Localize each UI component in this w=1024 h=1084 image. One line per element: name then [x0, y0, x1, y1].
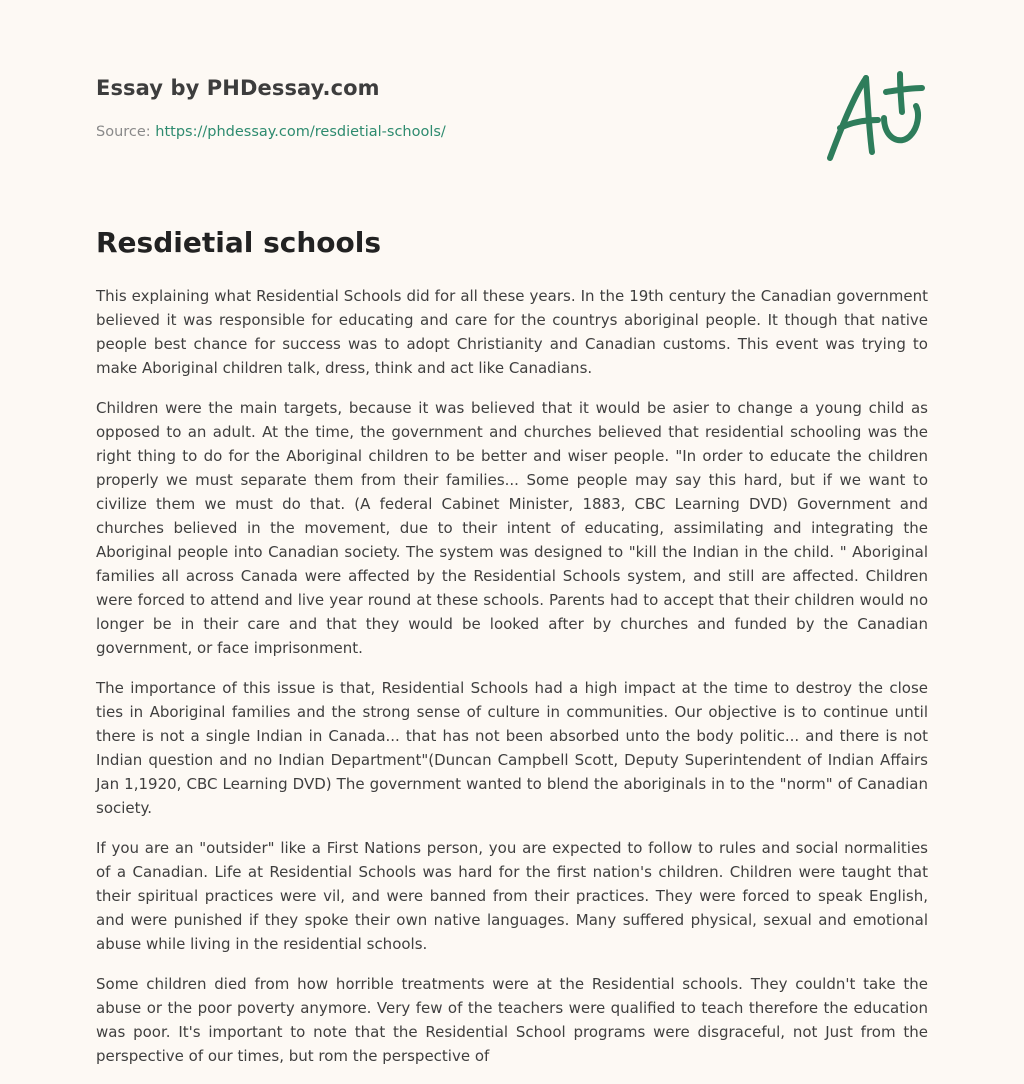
article-body [96, 284, 928, 1084]
article-paragraph: Children were the main targets, because it was believed that it would be asier to change a young child as opposed to an adult. At the time, the government and churches believed that residential schooling was the right thing to do for the Aboriginal children to be better and wiser people. "In order to educate the children properly we must separate them from their families... Some people may say this hard, but if we want to civilize them we must do that. (A federal Cabinet Minister, 1883, CBC Learning DVD) Government and churches believed in the movement, due to their intent of educating, assimilating and integrating the Aboriginal people into Canadian society. The system was designed to "kill the Indian in the child. " Aboriginal families all across Canada were affected by the Residential Schools system, and still are affected. Children were forced to attend and live year round at these schools. Parents had to accept that their children would no longer be in their care and that they would be looked after by churches and funded by the Canadian government, or face imprisonment. [96, 399, 928, 657]
source-link[interactable]: https://phdessay.com/resdietial-schools/ [155, 124, 446, 140]
source-label: Source: [96, 124, 151, 140]
article-title: Resdietial schools [96, 226, 382, 259]
article-paragraph: This explaining what Residential Schools did for all these years. In the 19th century the Canadian government believed it was responsible for educating and care for the countrys aboriginal people. It though that native people best chance for success was to adopt Christianity and Canadian customs. This event was trying to make Aboriginal children talk, dress, think and act like Canadians. [96, 287, 928, 377]
article-paragraph: If you are an "outsider" like a First Nations person, you are expected to follow to rules and social normalities of a Canadian. Life at Residential Schools was hard for the first nation's children. Children were taught that their spiritual practices were vil, and were banned from their practices. They were forced to speak English, and were punished if they spoke their own native languages. Many suffered physical, sexual and emotional abuse while living in the residential schools. [96, 839, 928, 953]
article-paragraph: The importance of this issue is that, Residential Schools had a high impact at the time to destroy the close ties in Aboriginal families and the strong sense of culture in communities. Our objective is to continue until there is not a single Indian in Canada... that has not been absorbed unto the body politic... and there is not Indian question and no Indian Department"(Duncan Campbell Scott, Deputy Superintendent of Indian Affairs Jan 1,1920, CBC Learning DVD) The government wanted to blend the aboriginals in to the "norm" of Canadian society. [96, 679, 928, 817]
a-plus-logo-icon [822, 66, 928, 166]
source-line [96, 124, 446, 140]
article-paragraph: Some children died from how horrible treatments were at the Residential schools. They couldn't take the abuse or the poor poverty anymore. Very few of the teachers were qualified to teach therefore the education was poor. It's important to note that the Residential School programs were disgraceful, not Just from the perspective of our times, but rom the perspective of [96, 975, 928, 1065]
site-brand: Essay by PHDessay.com [96, 76, 380, 100]
